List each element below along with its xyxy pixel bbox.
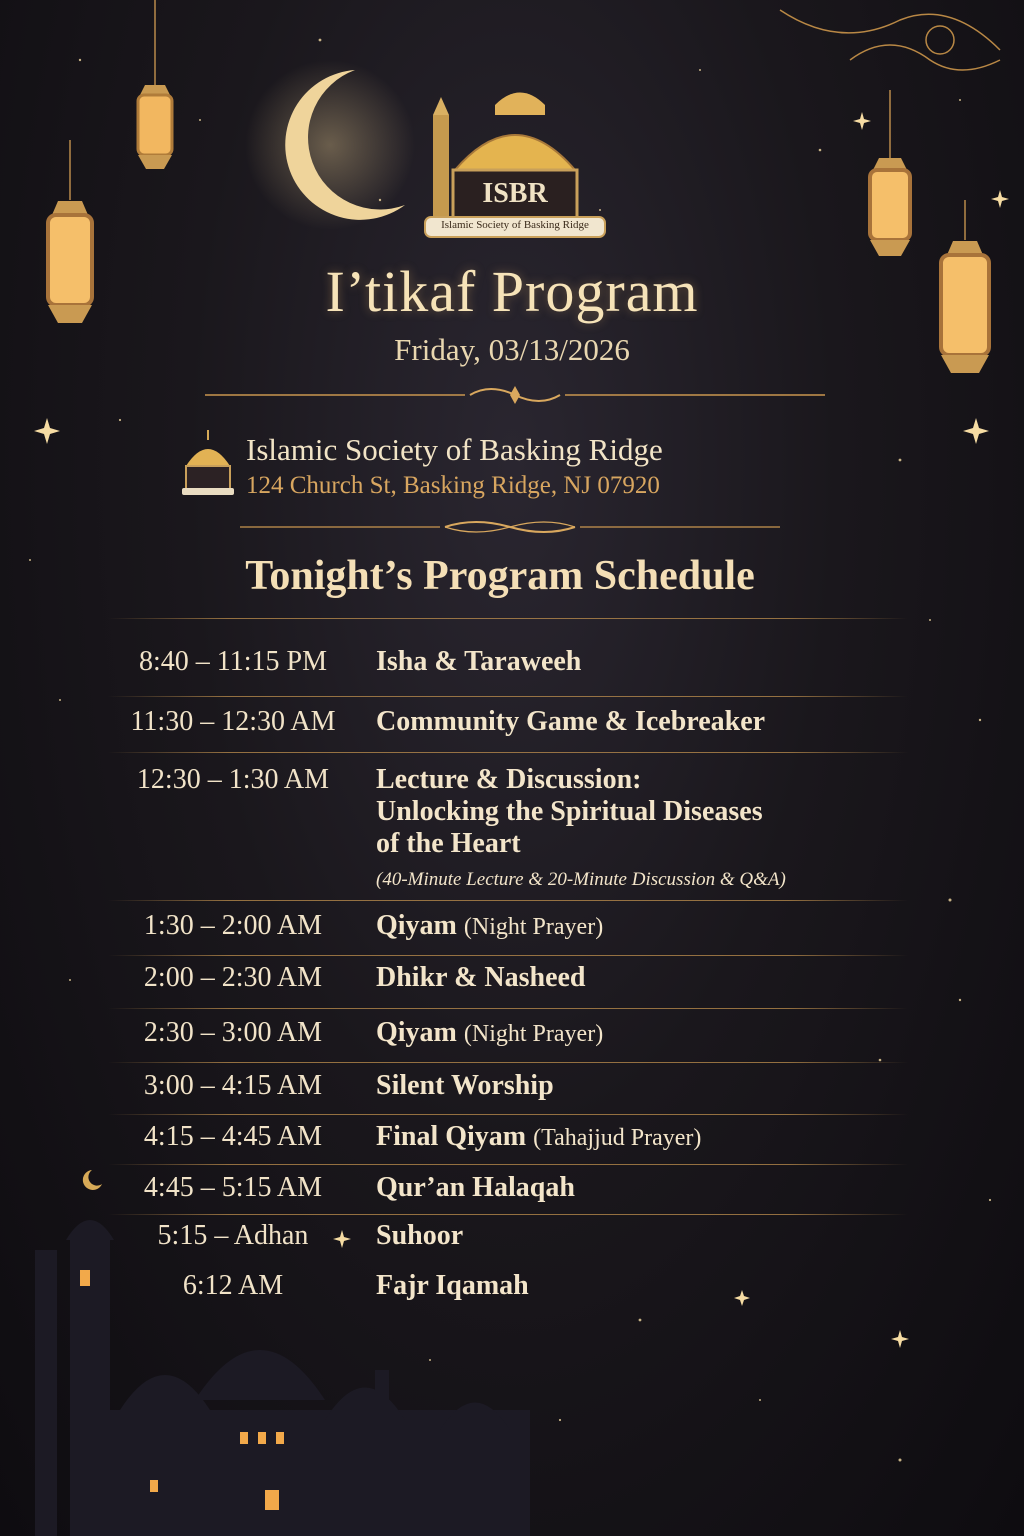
schedule-time: 12:30 – 1:30 AM [136, 764, 330, 795]
schedule-title: Tonight’s Program Schedule [245, 553, 755, 599]
schedule-time: 8:40 – 11:15 PM [139, 646, 327, 677]
event-date: Friday, 03/13/2026 [394, 332, 630, 367]
lecture-title-line: Unlocking the Spiritual Diseases [376, 796, 763, 827]
schedule-time: 5:15 – Adhan [157, 1220, 309, 1251]
divider-line [108, 1008, 908, 1009]
lantern-icon [30, 140, 110, 360]
crescent-moon-icon [245, 60, 415, 230]
ornamental-divider [205, 380, 825, 410]
schedule-time: 6:12 AM [182, 1270, 284, 1301]
logo-badge-text: ISBR [482, 178, 548, 209]
schedule-time: 4:45 – 5:15 AM [143, 1172, 323, 1203]
organization-address: 124 Church St, Basking Ridge, NJ 07920 [246, 472, 660, 499]
mosque-icon [180, 430, 236, 496]
schedule-event: Suhoor [376, 1220, 464, 1251]
divider-line [108, 1164, 908, 1165]
schedule-event: Fajr Iqamah [376, 1270, 529, 1301]
ornamental-divider [240, 515, 780, 539]
filigree-ornament [760, 0, 1024, 120]
isbr-logo [415, 35, 615, 245]
divider-line [108, 618, 908, 619]
schedule-event: Community Game & Icebreaker [376, 706, 766, 737]
schedule-event: Qur’an Halaqah [376, 1172, 575, 1203]
schedule-time: 11:30 – 12:30 AM [130, 706, 336, 737]
organization-name: Islamic Society of Basking Ridge [246, 432, 663, 467]
lecture-title-line: of the Heart [376, 828, 521, 859]
logo-ribbon-text: Islamic Society of Basking Ridge [441, 219, 589, 231]
mosque-silhouette [0, 1170, 620, 1536]
lantern-icon [120, 0, 190, 200]
divider-line [108, 1114, 908, 1115]
schedule-event: Qiyam (Night Prayer) [376, 1017, 604, 1048]
page-title: I’tikaf Program [325, 259, 699, 324]
schedule-event: Dhikr & Nasheed [376, 962, 586, 993]
divider-line [108, 955, 908, 956]
schedule-event: Qiyam (Night Prayer) [376, 910, 604, 941]
lecture-format-note: (40-Minute Lecture & 20-Minute Discussion & Q&A) [376, 869, 786, 890]
schedule-time: 3:00 – 4:15 AM [143, 1070, 323, 1101]
divider-line [108, 696, 908, 697]
schedule-event: Lecture & Discussion: Unlocking the Spiritual Diseases of the Heart (40-Minute Lecture & 20-Minute Discussion & Q&A) [376, 764, 916, 896]
schedule-time: 2:30 – 3:00 AM [143, 1017, 323, 1048]
divider-line [108, 752, 908, 753]
schedule-time: 4:15 – 4:45 AM [143, 1121, 323, 1152]
divider-line [108, 900, 908, 901]
schedule-event: Isha & Taraweeh [376, 646, 582, 677]
schedule-event: Silent Worship [376, 1070, 554, 1101]
schedule-time: 2:00 – 2:30 AM [143, 962, 323, 993]
schedule-event: Final Qiyam (Tahajjud Prayer) [376, 1121, 702, 1152]
schedule-time: 1:30 – 2:00 AM [143, 910, 323, 941]
divider-line [108, 1062, 908, 1063]
